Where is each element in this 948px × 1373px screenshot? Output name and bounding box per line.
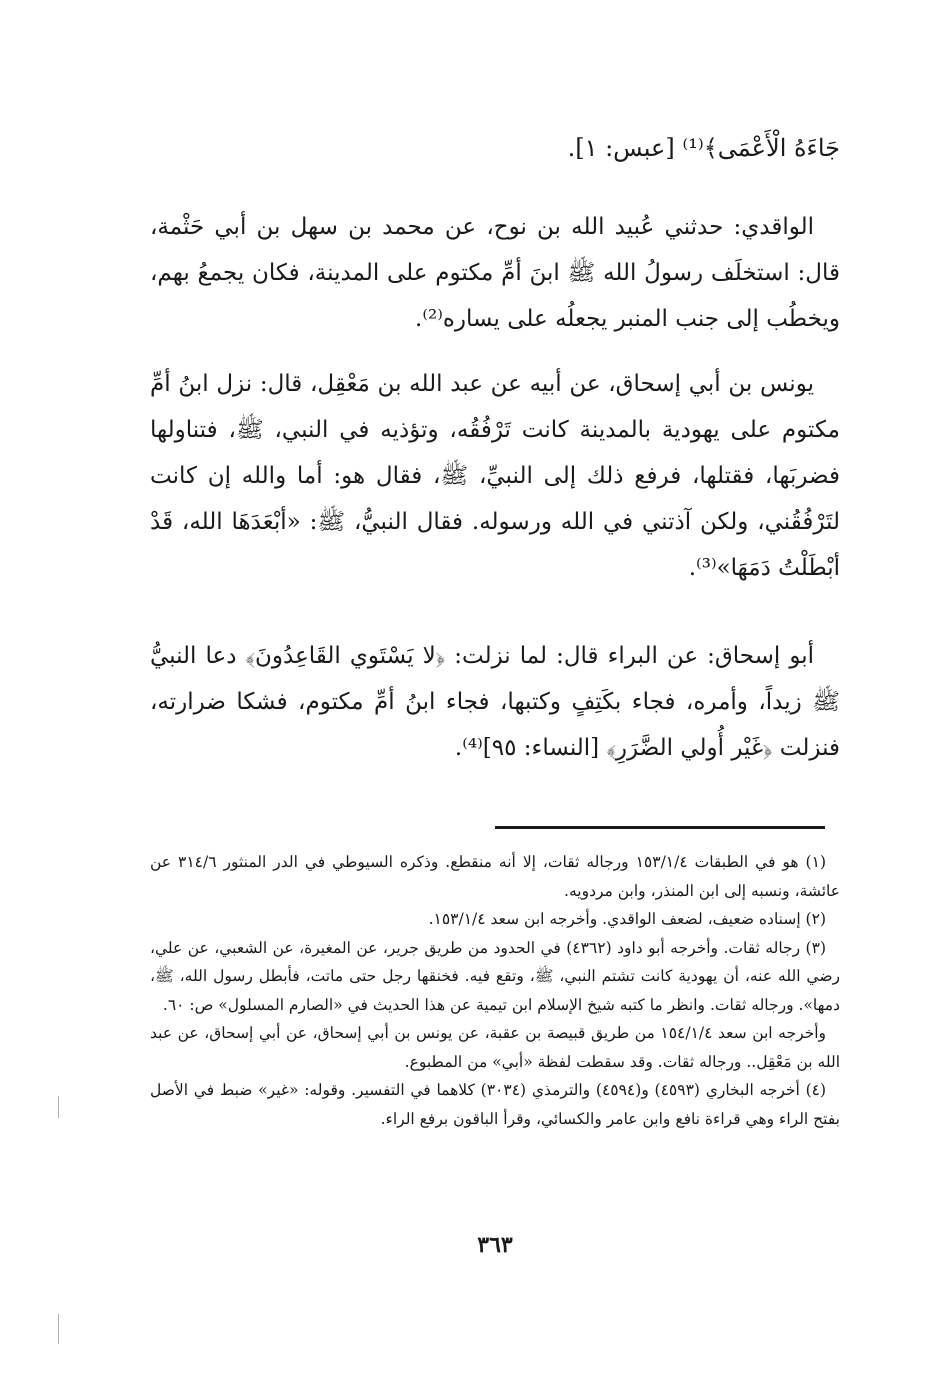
footnote-2: (٢) إسناده ضعيف، لضعف الواقدي. وأخرجه ابن سعد ١٥٣/١/٤.: [428, 910, 826, 928]
footnote-4: (٤) أخرجه البخاري (٤٥٩٣) و(٤٥٩٤) والترمذي (٣٠٣٤) كلاهما في التفسير. وقوله: «غير» ضبط في الأصل بفتح الراء وهي قراءة نافع وابن عامر والكسائي، وقرأ الباقون برفع الراء.: [150, 1081, 840, 1128]
paragraph-yunus: يونس بن أبي إسحاق، عن أبيه عن عبد الله بن مَعْقِل، قال: نزل ابنُ أمِّ مكتوم على يهودية بالمدينة كانت تَرْفُقُه، وتؤذيه في النبي، ﷺ، فتناولها فضربَها، فقتلها، فرفع ذلك إلى النبيِّ، ﷺ، فقال هو: أما والله إن كانت لتَرْفُقُني، ولكن آذتني في الله ورسوله. فقال النبيُّ، ﷺ: «أبْعَدَهَا الله، قَدْ أبْطَلْتُ دَمَهَا»⁽³⁾.: [150, 371, 840, 581]
page-number: ٣٦٣: [477, 1232, 513, 1258]
footnotes: [150, 848, 840, 1133]
footnote-3-continued: وأخرجه ابن سعد ١٥٤/١/٤ من طريق قبيصة بن عقبة، عن يونس بن أبي إسحاق، عن أبي إسحاق، عن عبد الله بن مَعْقِل.. ورجاله ثقات. وقد سقطت لفظة «أبي» من المطبوع.: [150, 1024, 840, 1071]
footnote-1: (١) هو في الطبقات ١٥٣/١/٤ ورجاله ثقات، إلا أنه منقطع. وذكره السيوطي في الدر المنثور ٣١٤/٦ عن عائشة، ونسبه إلى ابن المنذر، وابن مردويه.: [150, 853, 840, 900]
scan-edge-mark: [58, 1314, 59, 1344]
continued-verse-line: جَاءَهُ الْأَعْمَى﴾⁽¹⁾ [عبس: ١].: [567, 134, 840, 162]
paragraph-waqidi: الواقدي: حدثني عُبيد الله بن نوح، عن محمد بن سهل بن أبي حَثْمة، قال: استخلَف رسولُ الله ﷺ ابنَ أمِّ مكتوم على المدينة، فكان يجمعُ بهم، ويخطُب إلى جنب المنبر يجعلُه على يساره⁽²⁾.: [150, 214, 840, 332]
footnote-separator: [495, 826, 825, 829]
book-page: [150, 0, 840, 1373]
paragraph-abu-ishaq: أبو إسحاق: عن البراء قال: لما نزلت: ﴿لا يَسْتَوي القَاعِدُونَ﴾ دعا النبيُّ ﷺ زيداً، وأمره، فجاء بكَتِفٍ وكتبها، فجاء ابنُ أمِّ مكتوم، فشكا ضرارته، فنزلت ﴿غَيْر أُولي الضَّرَرِ﴾ [النساء: ٩٥]⁽⁴⁾.: [150, 643, 840, 761]
footnote-3: (٣) رجاله ثقات. وأخرجه أبو داود (٤٣٦٢) في الحدود من طريق جرير، عن المغيرة، عن الشعبي، عن علي، رضي الله عنه، أن يهودية كانت تشتم النبي، ﷺ، وتقع فيه. فخنقها رجل حتى ماتت، فأبطل رسول الله، ﷺ، دمها». ورجاله ثقات. وانظر ما كتبه شيخ الإسلام ابن تيمية عن هذا الحديث في «الصارم المسلول» ص: ٦٠.: [150, 938, 840, 1014]
scan-edge-mark: [58, 1096, 59, 1118]
